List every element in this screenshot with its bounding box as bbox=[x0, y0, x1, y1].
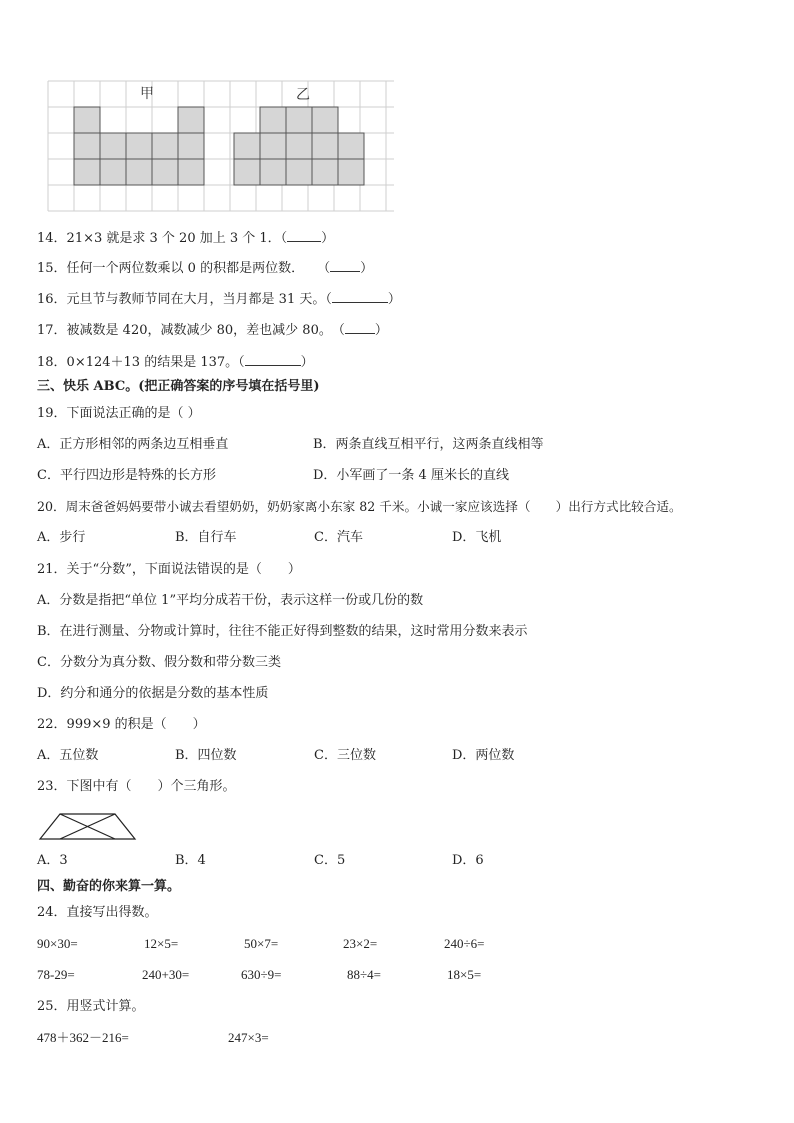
q22-option-d[interactable]: D．两位数 bbox=[452, 748, 515, 763]
label-jia: 甲 bbox=[140, 86, 154, 102]
question-21-stem: 21．关于“分数”，下面说法错误的是（ ） bbox=[37, 562, 301, 577]
calc-item: 50×7= bbox=[244, 936, 279, 951]
calc-item: 12×5= bbox=[144, 936, 179, 951]
question-15: 15．任何一个两位数乘以 0 的积都是两位数． （ ） bbox=[37, 261, 374, 276]
question-25-stem: 25．用竖式计算。 bbox=[37, 999, 145, 1014]
q23-option-d[interactable]: D．6 bbox=[452, 853, 484, 868]
calc-item: 78-29= bbox=[37, 967, 75, 982]
question-14: 14．21×3 就是求 3 个 20 加上 3 个 1．（ ） bbox=[37, 231, 335, 246]
answer-blank[interactable] bbox=[287, 229, 321, 242]
q22-option-a[interactable]: A．五位数 bbox=[37, 748, 99, 763]
calc-item: 90×30= bbox=[37, 936, 78, 951]
section-heading-4: 四、勤奋的你来算一算。 bbox=[37, 879, 181, 894]
q21-option-d[interactable]: D．约分和通分的依据是分数的基本性质 bbox=[37, 686, 269, 701]
question-24-stem: 24．直接写出得数。 bbox=[37, 905, 158, 920]
calc-item: 18×5= bbox=[447, 967, 482, 982]
question-19-stem: 19．下面说法正确的是（ ） bbox=[37, 406, 201, 421]
q20-option-a[interactable]: A．步行 bbox=[37, 530, 86, 545]
q23-option-b[interactable]: B．4 bbox=[175, 853, 206, 868]
q23-option-c[interactable]: C．5 bbox=[314, 853, 346, 868]
q19-option-a[interactable]: A．正方形相邻的两条边互相垂直 bbox=[37, 437, 229, 452]
answer-blank[interactable] bbox=[345, 321, 375, 334]
calc-item: 240÷6= bbox=[444, 936, 485, 951]
q21-option-c[interactable]: C．分数分为真分数、假分数和带分数三类 bbox=[37, 655, 281, 670]
vertical-calc-item: 478＋362－216= bbox=[37, 1030, 129, 1045]
answer-blank[interactable] bbox=[332, 290, 388, 303]
calc-item: 240+30= bbox=[142, 967, 190, 982]
question-20-stem: 20．周末爸爸妈妈要带小诚去看望奶奶，奶奶家离小东家 82 千米。小诚一家应该选择（ ）出行方式比较合适。 bbox=[37, 499, 682, 514]
q19-option-c[interactable]: C．平行四边形是特殊的长方形 bbox=[37, 468, 216, 483]
calc-item: 88÷4= bbox=[347, 967, 381, 982]
shape-jia bbox=[74, 107, 204, 185]
shape-yi bbox=[234, 107, 364, 185]
q21-option-b[interactable]: B．在进行测量、分物或计算时，往往不能正好得到整数的结果，这时常用分数来表示 bbox=[37, 624, 528, 639]
vertical-calc-item: 247×3= bbox=[228, 1030, 269, 1045]
label-yi: 乙 bbox=[296, 87, 310, 103]
q19-option-d[interactable]: D．小军画了一条 4 厘米长的直线 bbox=[313, 468, 509, 483]
question-17: 17．被减数是 420，减数减少 80，差也减少 80。 （ ） bbox=[37, 323, 388, 338]
answer-blank[interactable] bbox=[330, 259, 360, 272]
q22-option-b[interactable]: B．四位数 bbox=[175, 748, 237, 763]
q23-option-a[interactable]: A．3 bbox=[37, 853, 68, 868]
calc-item: 630÷9= bbox=[241, 967, 282, 982]
question-18: 18．0×124＋13 的结果是 137。（ ） bbox=[37, 355, 314, 370]
q20-option-b[interactable]: B．自行车 bbox=[175, 530, 237, 545]
q21-option-a[interactable]: A．分数是指把“单位 1”平均分成若干份，表示这样一份或几份的数 bbox=[37, 593, 424, 608]
section-heading-3: 三、快乐 ABC。(把正确答案的序号填在括号里) bbox=[37, 379, 320, 394]
trapezoid-triangles-figure bbox=[38, 812, 138, 842]
question-22-stem: 22．999×9 的积是（ ） bbox=[37, 717, 206, 732]
q20-option-d[interactable]: D．飞机 bbox=[452, 530, 502, 545]
q20-option-c[interactable]: C．汽车 bbox=[314, 530, 363, 545]
q19-option-b[interactable]: B．两条直线互相平行，这两条直线相等 bbox=[313, 437, 544, 452]
q22-option-c[interactable]: C．三位数 bbox=[314, 748, 376, 763]
answer-blank[interactable] bbox=[245, 353, 301, 366]
grid-figure bbox=[44, 78, 396, 214]
question-23-stem: 23．下图中有（ ）个三角形。 bbox=[37, 779, 236, 794]
calc-item: 23×2= bbox=[343, 936, 378, 951]
question-16: 16．元旦节与教师节同在大月，当月都是 31 天。（ ） bbox=[37, 292, 401, 307]
